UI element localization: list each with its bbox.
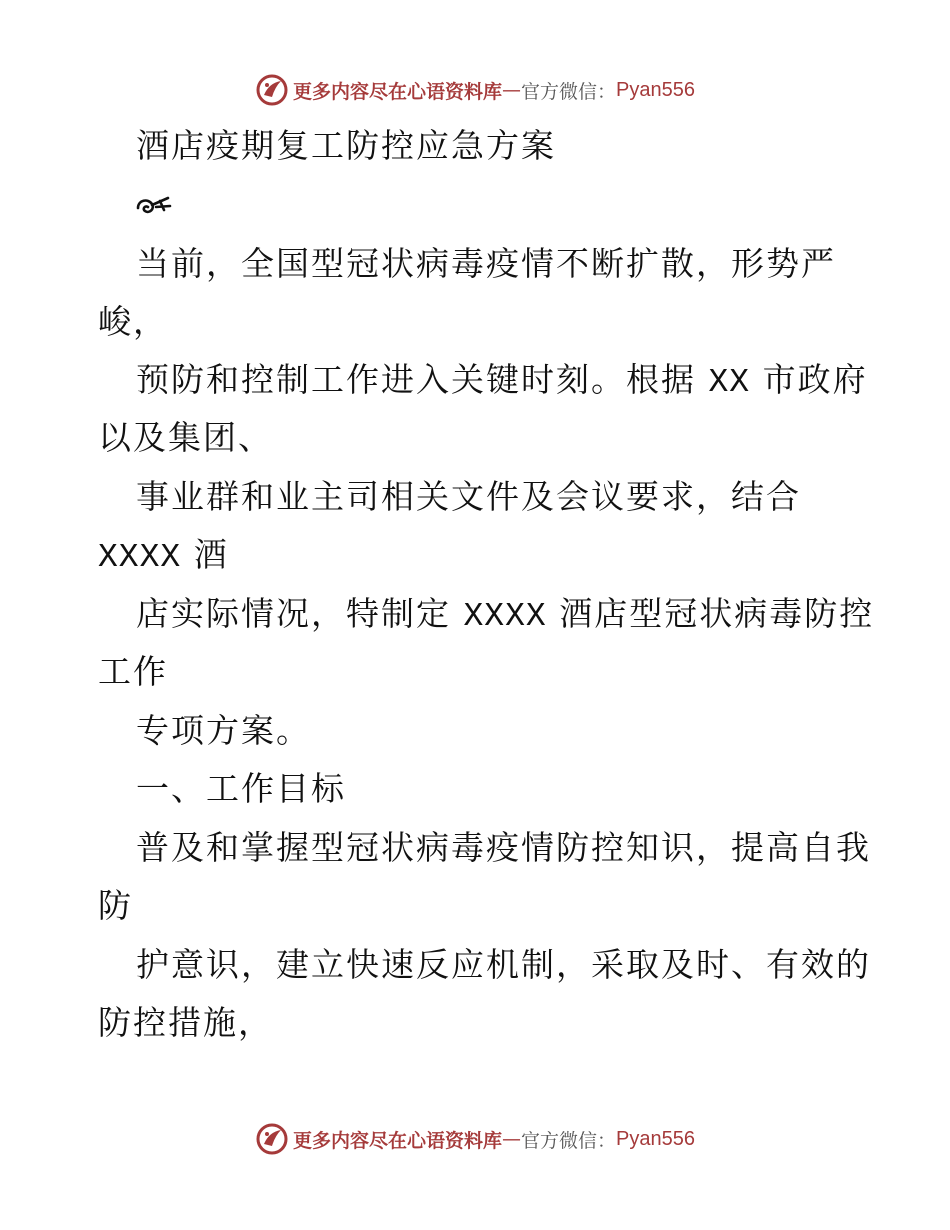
paragraph-2-text-a: 预防和控制工作进入关键时刻。根据 (136, 360, 709, 399)
paragraph-4-line-2: 工作 (98, 652, 168, 691)
footer-banner (0, 1119, 950, 1159)
paragraph-1-line-2: 峻， (98, 302, 168, 341)
paragraph-4-code: XXXX (463, 598, 547, 635)
paragraph-2-line-2: 以及集团、 (98, 418, 273, 457)
paragraph-3-text: 酒 (181, 535, 229, 574)
paragraph-7-line-1: 普及和掌握型冠状病毒疫情防控知识，提高自我 (136, 828, 871, 867)
paragraph-3-line-2 (98, 535, 229, 578)
document-title: 酒店疫期复工防控应急方案 (136, 126, 556, 165)
banner-wechat-label: 官方微信： (521, 1129, 617, 1152)
brush-seal-icon (255, 73, 289, 107)
banner-wechat-id: Pyan556 (616, 78, 695, 101)
paragraph-2-text-b: 市政府 (750, 360, 868, 399)
banner-main-text: 更多内容尽在心语资料库 (293, 80, 503, 103)
banner-separator: — (502, 1128, 522, 1150)
paragraph-4-text-a: 店实际情况，特制定 (136, 594, 464, 633)
paragraph-4-text-b: 酒店型冠状病毒防控 (546, 594, 875, 633)
paragraph-8-line-1: 护意识，建立快速反应机制，采取及时、有效的 (136, 945, 871, 984)
fleuron-icon (134, 192, 172, 220)
brush-seal-icon (255, 1122, 289, 1156)
paragraph-7-line-2: 防 (98, 886, 133, 925)
paragraph-8-line-2: 防控措施， (98, 1003, 273, 1042)
paragraph-5-line-1: 专项方案。 (136, 711, 311, 750)
header-banner (0, 70, 950, 110)
section-heading: 一、工作目标 (136, 769, 346, 808)
paragraph-3-code: XXXX (98, 539, 182, 576)
banner-main-text: 更多内容尽在心语资料库 (293, 1129, 503, 1152)
banner-wechat-label: 官方微信： (521, 80, 617, 103)
paragraph-1-line-1: 当前，全国型冠状病毒疫情不断扩散，形势严 (136, 244, 836, 283)
banner-wechat-id: Pyan556 (616, 1127, 695, 1150)
banner-separator: — (502, 79, 522, 101)
paragraph-2-line-1 (136, 360, 868, 403)
paragraph-3-line-1: 事业群和业主司相关文件及会议要求，结合 (136, 477, 801, 516)
paragraph-4-line-1 (136, 594, 874, 637)
paragraph-2-code: XX (708, 364, 751, 401)
